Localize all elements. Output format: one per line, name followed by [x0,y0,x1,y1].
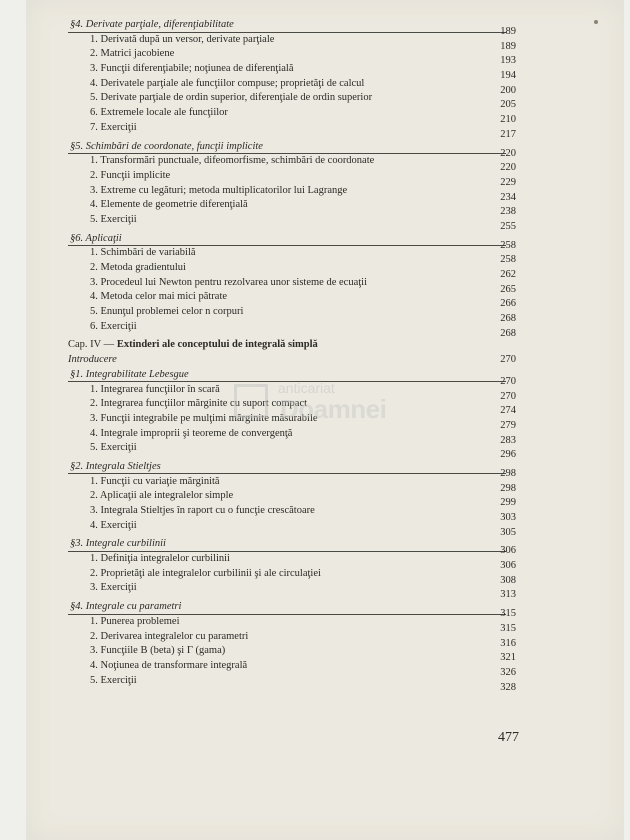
toc-entry [68,290,516,310]
toc-entry [68,674,516,693]
entry-page: 313 [500,589,516,601]
toc-entry [68,519,516,538]
entry-page: 306 [500,560,516,572]
entry-title: 2. Matrici jacobiene [90,48,175,60]
entry-page: 265 [500,283,516,295]
entry-page: 303 [500,512,516,523]
entry-title: 5. Derivate parţiale de ordin superior, diferenţiale de ordin superior [90,92,373,104]
entry-title: 3. Funcţiile B (beta) şi Γ (gama) [90,645,226,657]
toc-entry [68,630,516,649]
entry-page: 306 [500,545,516,557]
entry-page: 274 [500,405,516,417]
entry-page: 238 [500,206,516,218]
entry-page: 298 [500,482,516,494]
entry-title: 3. Funcţii integrabile pe mulţimi mărginite măsurabile [90,412,318,424]
toc-entry [68,427,516,446]
entry-title: 2. Derivarea integralelor cu parametri [90,630,249,642]
toc-entry [68,644,516,664]
toc-entry [68,305,516,325]
table-of-contents [68,18,516,693]
entry-page: 255 [500,220,516,232]
toc-entry [68,659,516,678]
entry-title: 6. Extremele locale ale funcţiilor [90,107,228,119]
toc-entry [68,552,516,572]
toc-entry [68,47,516,67]
entry-page: 326 [500,666,516,678]
entry-page: 305 [500,526,516,538]
entry-page: 266 [500,298,516,310]
watermark-big-text: Doamnei [280,394,387,424]
entry-page: 279 [500,419,516,431]
toc-entry [68,475,516,494]
entry-page: 298 [500,467,516,479]
entry-page: 189 [500,40,516,52]
chapter-heading [68,338,516,353]
toc-entry [68,91,516,111]
entry-title: 1. Punerea problemei [90,615,180,627]
entry-page: 315 [500,622,516,634]
entry-title: 3. Integrala Stieltjes în raport cu o funcţie crescătoare [90,505,315,516]
toc-entry [68,106,516,126]
entry-page: 283 [500,434,516,446]
entry-title: §2. Integrala Stieltjes [70,460,161,472]
toc-entry [68,615,516,634]
entry-page: 205 [500,99,516,111]
intro-entry [68,353,516,368]
toc-entry [68,581,516,601]
entry-page: 220 [500,147,516,159]
section-entry [68,460,516,479]
entry-title: §4. Integrale cu parametri [70,601,182,613]
watermark-logo-icon [234,384,268,418]
section-entry [68,232,516,251]
entry-page: 194 [500,70,516,82]
chapter-title: Extinderi ale conceptului de integrală simplă [116,339,318,351]
entry-page: 229 [500,176,516,188]
toc-entry [68,441,516,461]
toc-entry [68,33,516,52]
toc-entry [68,121,516,140]
entry-page: 258 [500,239,516,251]
toc-entry [68,246,516,266]
entry-title: 1. Schimbări de variabilă [90,247,196,259]
entry-title: 1. Integrarea funcţiilor în scară [90,383,220,395]
entry-title [68,338,318,353]
entry-title: 2. Proprietăţi ale integralelor curbilinii şi ale circulaţiei [90,567,321,579]
entry-title: 4. Noţiunea de transformare integrală [90,659,248,671]
entry-title: §4. Derivate parţiale, diferenţiabilitate [70,19,234,30]
entry-title: §3. Integrale curbilinii [70,538,166,550]
entry-page: 268 [500,313,516,325]
entry-page: 210 [500,114,516,126]
toc-entry [68,169,516,188]
entry-page: 270 [500,390,516,402]
entry-page: 270 [500,375,516,387]
entry-title: §6. Aplicaţii [70,232,122,244]
entry-title: 4. Elemente de geometrie diferenţială [90,199,248,211]
entry-title: §5. Schimbări de coordonate, funcţii implicite [70,140,263,152]
entry-title: 4. Metoda celor mai mici pătrate [90,291,228,303]
entry-page: 316 [500,637,516,649]
entry-title: 5. Exerciţii [90,674,137,686]
entry-page: 220 [500,162,516,174]
entry-page: 328 [500,681,516,693]
entry-title: 2. Funcţii implicite [90,169,171,181]
toc-entry [68,489,516,509]
entry-title: 5. Enunţul problemei celor n corpuri [90,306,244,318]
entry-title: 2. Metoda gradientului [90,262,186,273]
entry-page: 217 [500,128,516,140]
entry-page: 200 [500,84,516,96]
entry-page: 258 [500,254,516,266]
toc-entry [68,154,516,174]
entry-page: 234 [500,191,516,203]
entry-title: 3. Procedeul lui Newton pentru rezolvarea unor sisteme de ecuaţii [90,276,367,288]
toc-entry [68,213,516,232]
toc-entry [68,320,516,339]
entry-title: §1. Integrabilitate Lebesgue [70,368,189,380]
watermark [234,380,424,426]
entry-title: 1. Funcţii cu variaţie mărginită [90,475,220,487]
toc-entry [68,504,516,523]
chapter-prefix: Cap. IV — [68,339,117,351]
section-entry [68,140,516,159]
entry-page: 308 [500,574,516,586]
entry-title: 3. Funcţii diferenţiabile; noţiunea de diferenţială [90,63,294,75]
section-entry [68,600,516,620]
entry-title: Introducere [68,354,117,366]
entry-page: 193 [500,55,516,67]
entry-title: 1. Transformări punctuale, difeomorfisme, schimbări de coordonate [90,155,375,167]
entry-title: 4. Exerciţii [90,519,137,531]
entry-page: 270 [500,354,516,366]
toc-entry [68,276,516,295]
entry-title: 5. Exerciţii [90,213,137,225]
entry-title: 1. Definiţia integralelor curbilinii [90,553,230,565]
entry-page: 262 [500,269,516,280]
entry-title: 4. Integrale improprii şi teoreme de convergenţă [90,427,293,439]
section-entry [68,537,516,557]
book-page [26,0,624,840]
page-speck [594,20,598,24]
entry-title: 3. Exerciţii [90,582,137,594]
entry-title: 5. Exerciţii [90,442,137,454]
entry-title: 1. Derivată după un versor, derivate parţiale [90,33,275,45]
toc-entry [68,62,516,82]
page-number: 477 [498,730,519,745]
entry-title: 2. Aplicaţii ale integralelor simple [90,490,234,502]
toc-entry [68,261,516,280]
entry-page: 189 [500,26,516,37]
entry-page: 321 [500,652,516,664]
watermark-small-text: anticariat [278,380,335,396]
toc-entry [68,567,516,586]
entry-page: 268 [500,327,516,339]
section-entry [68,18,516,37]
entry-page: 299 [500,497,516,509]
entry-title: 2. Integrarea funcţiilor mărginite cu suport compact [90,398,308,410]
entry-title: 3. Extreme cu legături; metoda multiplicatorilor lui Lagrange [90,184,348,196]
toc-entry [68,184,516,203]
entry-title: 4. Derivatele parţiale ale funcţiilor compuse; proprietăţi de calcul [90,77,365,89]
entry-page: 315 [500,608,516,620]
toc-entry [68,77,516,96]
entry-page: 296 [500,449,516,461]
toc-entry [68,198,516,218]
entry-title: 6. Exerciţii [90,320,137,332]
entry-title: 7. Exerciţii [90,121,137,133]
